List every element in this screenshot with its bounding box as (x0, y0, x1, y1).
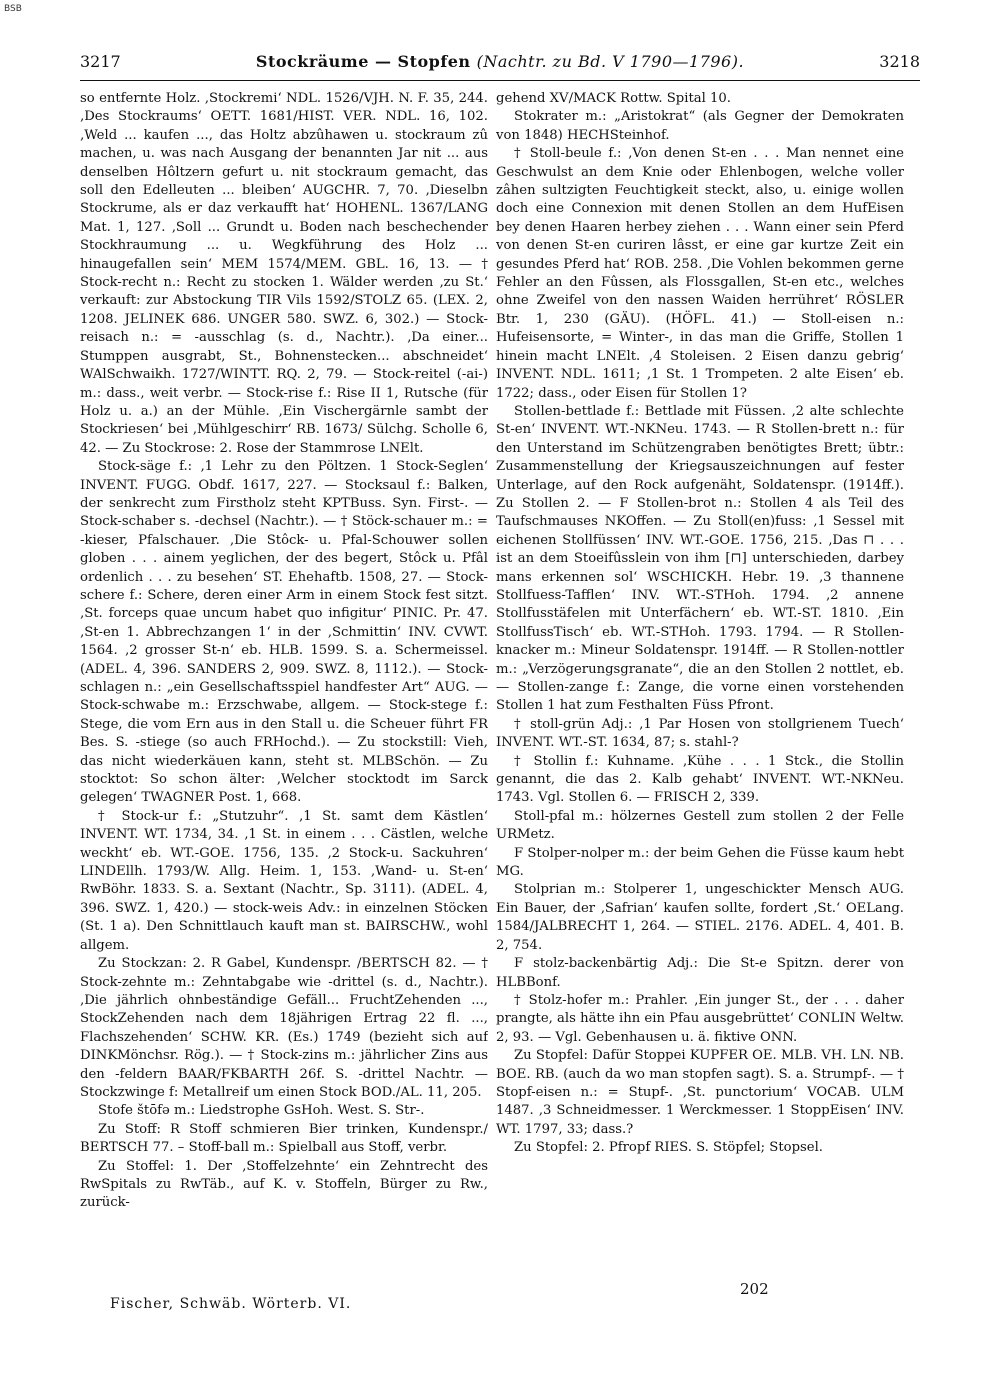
entry-paragraph: Stoll-pfal m.: hölzernes Gestell zum stollen 2 der Felle URMetz. (496, 808, 904, 843)
header-rule (80, 80, 920, 81)
entry-paragraph: Zu Stoffel: 1. Der ‚Stoffelzehnte‘ ein Zehntrecht des RwSpitals zu RwTäb., auf K. v. Stoffeln, Bürger zu Rw., zurück- (80, 1158, 488, 1211)
entry-paragraph: Zu Stockzan: 2. R Gabel, Kundenspr. /BERTSCH 82. — † Stock-zehnte m.: Zehntabgabe wie -drittel (s. d., Nachtr.). ‚Die jährlich ohnbeständige Gefäll... FruchtZehenden ..., StockZehenden nach dem 18jährigen Ertrag 22 fl. ..., Flachszehenden‘ SCHW. KR. (Es.) 1749 (bezieht sich auf DINKMönchsr. Rög.). — † Stock-zins m.: jährlicher Zins aus den -feldern BAAR/FKBARTH 26f. S. -drittel Nachtr. — Stockzwinge f: Metallreif um einen Stock BOD./AL. 11, 205. (80, 956, 488, 1100)
entry-paragraph: † Stollin f.: Kuhname. ‚Kühe . . . 1 Stck., die Stollin genannt, die das 2. Kalb gehabt‘ INVENT. WT.-NKNeu. 1743. Vgl. Stollen 6. — FRISCH 2, 339. (496, 753, 904, 806)
entry-paragraph: Stock-säge f.: ‚1 Lehr zu den Pöltzen. 1 Stock-Seglen‘ INVENT. FUGG. Obdf. 1617, 227. — Stocksaul f.: Balken, der senkrecht zum Firstholz steht KPTBuss. Syn. First-. — Stock-schaber s. -dechsel (Nachtr.). — † Stöck-schauer m.: = -kieser, Pfalschauer. ‚Die Stôck- u. Pfal-Schouwer sollen globen . . . ainem yeglichen, der des begert, Stôck u. Pfâl ordenlich . . . zu besehen‘ ST. Ehehaftb. 1508, 27. — Stock-schere f.: Schere, deren einer Arm in einem Stock fest sitzt. ‚St. forceps quae uncum habet quo infigitur‘ PINIC. Pr. 47. ‚St-en 1. Abbrechzangen 1‘ in der ‚Schmittin‘ INV. CVWT. 1564. ‚2 grosser St-n‘ eb. HLB. 1599. S. a. Schermeissel. (ADEL. 4, 396. SANDERS 2, 909. SWZ. 8, 1112.). — Stock-schlagen n.: „ein Gesellschaftsspiel handfester Art“ AUG. — Stock-schwabe m.: Erzschwabe, allgem. — Stock-stege f.: Stege, die vom Ern aus in den Stall u. die Scheuer führt FR Bes. S. -stiege (so auch FRHochd.). — Zu stockstill: Vieh, das nicht wiederkäuen kann, steht st. MLBSchön. — Zu stocktot: So schon älter: ‚Welcher stocktodt im Sarck gelegen‘ TWAGNER Post. 1, 668. (80, 459, 488, 806)
entry-paragraph: F stolz-backenbärtig Adj.: Die St-e Spitzn. derer von HLBBonf. (496, 956, 904, 990)
entry-paragraph: † Stolz-hofer m.: Prahler. ‚Ein junger St., der . . . daher prangte, als hätte ihn ein Pfau ausgebrüttet‘ CONLIN Weltw. 2, 93. — Vgl. Gebenhausen u. ä. fiktive ONN. (496, 992, 904, 1045)
entry-paragraph: † Stock-ur f.: „Stutzuhr“. ‚1 St. samt dem Kästlen‘ INVENT. WT. 1734, 34. ‚1 St. in einem . . . Cästlen, welche weckht‘ eb. WT.-GOE. 1756, 135. ‚2 Stock-u. Sackuhren‘ LINDEllh. 1793/W. Allg. Heim. 1, 153. ‚Wand- u. St-en‘ RwBöhr. 1833. S. a. Sextant (Nachtr., Sp. 3111). (ADEL. 4, 396. SWZ. 1, 420.) — stock-weis Adv.: in einzelnen Stöcken (St. 1 a). Den Schnittlauch kauft man st. BAIRSCHW., wohl allgem. (80, 808, 488, 953)
entry-paragraph: Stofe štōfə m.: Liedstrophe GsHoh. West. S. Str-. (98, 1103, 425, 1119)
library-mark: BSB (4, 4, 22, 14)
footer-page-number: 202 (740, 1280, 769, 1298)
footer-signature: Fischer, Schwäb. Wörterb. VI. (110, 1296, 352, 1312)
entry-paragraph: F Stolper-nolper m.: der beim Gehen die Füsse kaum hebt MG. (496, 845, 904, 880)
running-title (80, 52, 920, 71)
entry-paragraph: † Stoll-beule f.: ‚Von denen St-en . . . Man nennet eine Geschwulst an dem Knie oder Ehlenbogen, welche voller zâhen sultzigten Feuchtigkeit steckt, also, u. einige wollen doch eine Connexion mit denen Stollen an dem HufEisen bey denen Haaren herbey ziehen . . . Wann einer sein Pferd von denen St-en curiren lâsst, er eine gar kurtze Zeit ein gesundes Pferd hat‘ ROB. 258. ‚Die Vohlen bekommen gerne Fehler an den Fûssen, als Flossgallen, St-en etc., welches ohne Zweifel von den nassen Waiden herrühret‘ RÖSLER Btr. 1, 230 (GÄU). (HÖFL. 41.) — Stoll-eisen n.: Hufeisensorte, = Winter-, in das man die Griffe, Stollen 1 hinein macht LNElt. ‚4 Stoleisen. 2 Eisen danzu gebrig‘ INVENT. NDL. 1611; ‚1 St. 1 Trompeten. 2 alte Eisen‘ eb. 1722; dass., oder Eisen für Stollen 1? (496, 146, 904, 401)
running-title-main: Stockräume — Stopfen (255, 52, 471, 71)
page-number-left: 3217 (80, 52, 121, 71)
running-title-note: (Nachtr. zu Bd. V 1790—1796). (476, 52, 745, 71)
entry-paragraph: so entfernte Holz. ‚Stockremi‘ NDL. 1526/VJH. N. F. 35, 244. ‚Des Stockraums‘ OETT. 1681/HIST. VER. NDL. 16, 102. ‚Weld ... kaufen ..., das Holtz abzûhawen u. stockraum zû machen, u. was nach Ausgang der benannten Jar nit ... aus denselben Hôltzern gefurt u. nit stockraum gemacht, das soll den Edelleuten ... bleiben‘ AUGCHR. 7, 70. ‚Dieselbn Stockrume, als er daz verkaufft hat‘ HOHENL. 1367/LANG Mat. 1, 127. ‚Soll ... Grundt u. Boden nach beschechender Stockhraumung ... u. Wegkführung des Holz ... hinaugefallen sein‘ MEM 1574/MEM. GBL. 16, 13. — † Stock-recht n.: Recht zu stocken 1. Wälder werden ‚zu St.‘ verkauft: zur Abstockung TIR Vils 1592/STOLZ 65. (LEX. 2, 1208. JELINEK 686. UNGER 580. SWZ. 6, 302.) — Stock-reisach n.: = -ausschlag (s. d., Nachtr.). ‚Da einer... Stumppen ausgrabt, St., Bohnenstecken... abschneidet‘ WAlSchwaikh. 1727/WINTT. RQ. 2, 79. — Stock-reitel (-ai-) m.: dass., weit verbr. — Stock-rise f.: Rise II 1, Rutsche (für Holz u. a.) an der Mühle. ‚Ein Vischergärnle sambt der Stockriesen‘ bei ‚Mühlgeschirr‘ RB. 1673/ Sülchg. Scholle 6, 42. — Zu Stockrose: 2. Rose der Stammrose LNElt. (80, 91, 488, 456)
entry-paragraph: Stokrater m.: „Aristokrat“ (als Gegner der Demokraten von 1848) HECHSteinhof. (496, 109, 904, 143)
left-column (80, 90, 488, 1290)
entry-paragraph: Stollen-bettlade f.: Bettlade mit Füssen. ‚2 alte schlechte St-en‘ INVENT. WT.-NKNeu. 1743. — R Stollen-brett n.: für den Unterstand im Schützengraben benötigtes Brett; übtr.: Zusammenstellung der Kriegsauszeichnungen auf fester Unterlage, auf den Rock aufgenäht, Soldatenspr. (1914ff.). Zu Stollen 2. — F Stollen-brot n.: Stollen 4 als Teil des Taufschmauses NKOffen. — Zu Stoll(en)fuss: ‚1 Sessel mit eichenen Stollfüssen‘ INV. WT.-GOE. 1756, 215. ‚Das ⊓ . . . ist an dem Stoeifûsslein von ihm [⊓] unterschieden, darbey mans erkennen sol‘ WSCHICKH. Hebr. 19. ‚3 thannene Stollfuess-Tafflen‘ INV. WT.-STHoh. 1794. ‚2 annene Stollfusstäfelen mit Unterfächern‘ eb. WT.-ST. 1810. ‚Ein StollfussTisch‘ eb. WT.-STHoh. 1793. 1794. — R Stollen-knacker m.: Mineur Soldatenspr. 1914ff. — R Stollen-nottler m.: „Verzögerungsgranate“, die an den Stollen 2 nottlet, eb. — Stollen-zange f.: Zange, die vorne einen vorstehenden Stollen 1 hat zum Festhalten Füss Pfront. (496, 403, 904, 714)
entry-paragraph: Zu Stopfel: Dafür Stoppei KUPFER OE. MLB. VH. LN. NB. BOE. RB. (auch da wo man stopfen sagt). S. a. Strumpf-. — † Stopf-eisen n.: = Stupf-. ‚St. punctorium‘ VOCAB. ULM 1487. ‚3 Schneidmesser. 1 Werckmesser. 1 StoppEisen‘ INV. WT. 1797, 33; dass.? (496, 1048, 904, 1137)
right-column (496, 90, 904, 1290)
entry-paragraph: Zu Stoff: R Stoff schmieren Bier trinken, Kundenspr./ BERTSCH 77. – Stoff-ball m.: Spielball aus Stoff, verbr. (80, 1121, 488, 1156)
page-number-right: 3218 (879, 52, 920, 71)
entry-paragraph: Zu Stopfel: 2. Pfropf RIES. S. Stöpfel; Stopsel. (514, 1140, 823, 1156)
entry-paragraph: Stolprian m.: Stolperer 1, ungeschickter Mensch AUG. Ein Bauer, der ‚Safrian‘ kaufen sollte, fordert ‚St.‘ OELang. 1584/JALBRECHT 1, 264. — STIEL. 2176. ADEL. 4, 401. B. 2, 754. (496, 882, 904, 953)
page-header (80, 52, 920, 78)
entry-paragraph: gehend XV/MACK Rottw. Spital 10. (496, 91, 731, 106)
entry-paragraph: † stoll-grün Adj.: ‚1 Par Hosen von stollgrienem Tuech‘ INVENT. WT.-ST. 1634, 87; s. stahl-? (496, 716, 904, 751)
